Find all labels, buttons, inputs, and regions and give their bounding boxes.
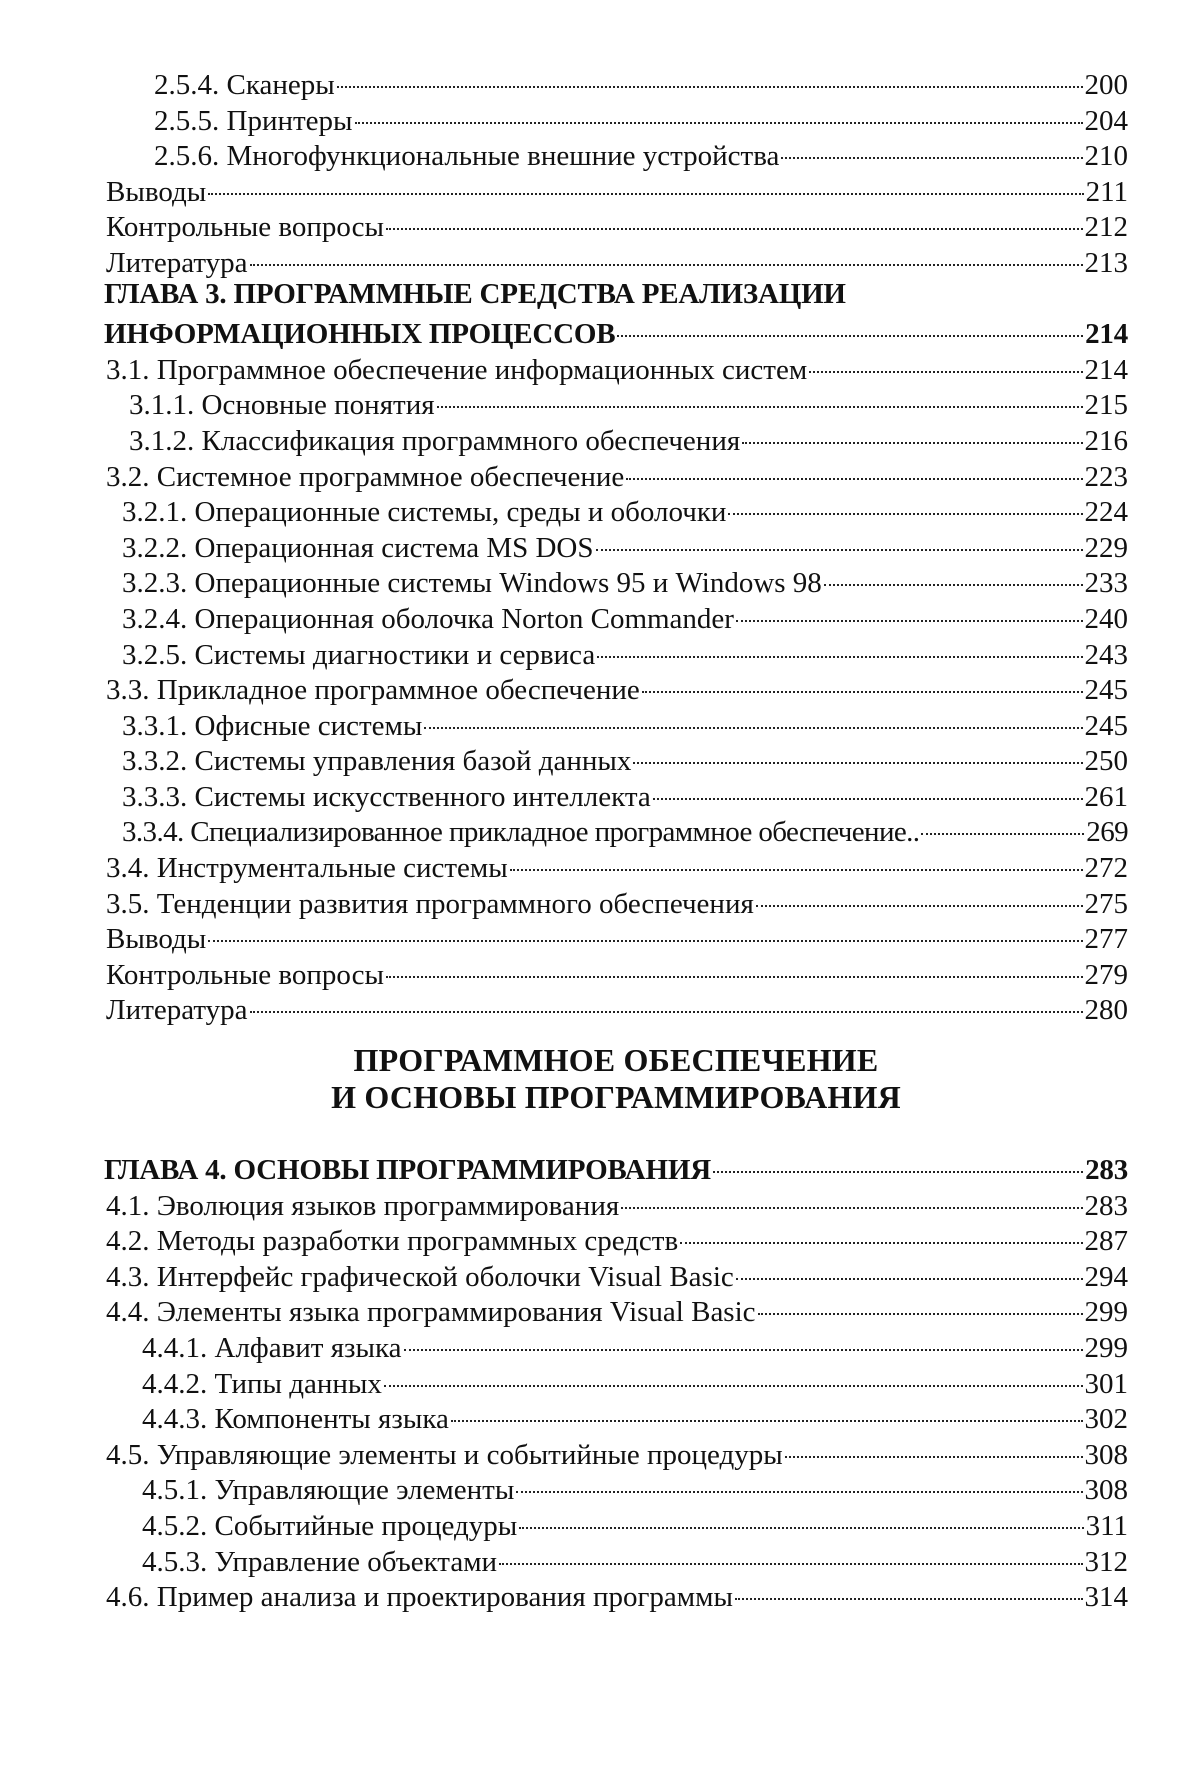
toc-entry-page-number: 213 bbox=[1084, 246, 1128, 279]
dot-leader bbox=[386, 947, 1083, 978]
dot-leader bbox=[384, 1356, 1083, 1387]
toc-entry-page-number: 200 bbox=[1084, 69, 1128, 101]
toc-entry-page-number: 214 bbox=[1084, 353, 1128, 386]
toc-entry-page-number: 216 bbox=[1084, 424, 1128, 457]
toc-entry-label: 3.3.1. Офисные системы bbox=[122, 709, 423, 742]
dot-leader bbox=[642, 662, 1083, 693]
toc-entry-label: 4.2. Методы разработки программных средств bbox=[106, 1225, 679, 1258]
toc-entry-label: 4.6. Пример анализа и проектирования программы bbox=[106, 1581, 733, 1614]
table-of-contents bbox=[104, 63, 1128, 1614]
toc-entry-page-number: 302 bbox=[1084, 1403, 1128, 1436]
dot-leader bbox=[355, 93, 1083, 124]
toc-entry-label: 3.3. Прикладное программное обеспечение bbox=[106, 674, 640, 707]
toc-entry-page-number: 240 bbox=[1084, 602, 1128, 635]
toc-entry[interactable] bbox=[104, 988, 1128, 1027]
toc-entry-page-number: 211 bbox=[1085, 175, 1128, 208]
toc-entry-label: 3.4. Инструментальные системы bbox=[106, 852, 508, 885]
toc-entry-label: 3.3.4. Специализированное прикладное программное обеспечение.. bbox=[122, 816, 920, 849]
toc-entry-label: Литература bbox=[106, 994, 248, 1027]
toc-entry-page-number: 311 bbox=[1085, 1509, 1128, 1542]
toc-entry-page-number: 279 bbox=[1084, 958, 1128, 991]
toc-entry-page-number: 294 bbox=[1084, 1260, 1128, 1293]
dot-leader bbox=[621, 1178, 1082, 1209]
toc-section-top bbox=[104, 63, 1128, 277]
toc-entry-label: 3.1.2. Классификация программного обеспечения bbox=[129, 424, 741, 457]
dot-leader bbox=[756, 876, 1083, 907]
toc-entry-page-number: 224 bbox=[1084, 496, 1128, 529]
dot-leader bbox=[626, 449, 1082, 480]
chapter-4-page-number: 283 bbox=[1085, 1154, 1128, 1187]
dot-leader bbox=[809, 342, 1082, 373]
toc-entry-page-number: 299 bbox=[1084, 1332, 1128, 1364]
toc-entry-label: 3.2.1. Операционные системы, среды и оболочки bbox=[122, 496, 727, 529]
dot-leader bbox=[633, 733, 1082, 764]
dot-leader bbox=[499, 1534, 1082, 1565]
dot-leader bbox=[337, 57, 1083, 88]
part-title-line-1: ПРОГРАММНОЕ ОБЕСПЕЧЕНИЕ bbox=[353, 1042, 879, 1079]
dot-leader bbox=[742, 413, 1082, 444]
toc-entry-page-number: 272 bbox=[1084, 852, 1128, 885]
toc-entry-label: 2.5.6. Многофункциональные внешние устройства bbox=[154, 140, 780, 173]
toc-entry-label: 3.2.5. Системы диагностики и сервиса bbox=[122, 638, 596, 671]
toc-entry-label: 3.2.4. Операционная оболочка Norton Commander bbox=[122, 602, 734, 635]
toc-entry-label: 4.1. Эволюция языков программирования bbox=[106, 1189, 620, 1222]
toc-entry-label: 3.1.1. Основные понятия bbox=[129, 389, 435, 422]
dot-leader bbox=[785, 1427, 1083, 1458]
toc-entry-label: 3.5. Тенденции развития программного обеспечения bbox=[106, 887, 754, 920]
part-title bbox=[104, 1042, 1128, 1116]
toc-entry-page-number: 287 bbox=[1084, 1225, 1128, 1258]
chapter-3-title-line-1: ГЛАВА 3. ПРОГРАММНЫЕ СРЕДСТВА РЕАЛИЗАЦИИ bbox=[104, 277, 846, 310]
toc-entry-page-number: 277 bbox=[1084, 923, 1128, 956]
toc-entry-page-number: 229 bbox=[1084, 531, 1128, 564]
toc-entry-page-number: 261 bbox=[1084, 780, 1128, 813]
dot-leader bbox=[713, 1142, 1083, 1173]
toc-entry-label: 4.5. Управляющие элементы и событийные процедуры bbox=[106, 1438, 783, 1471]
dot-leader bbox=[451, 1391, 1083, 1422]
dot-leader bbox=[208, 911, 1082, 942]
toc-entry-page-number: 233 bbox=[1084, 567, 1128, 600]
dot-leader bbox=[736, 1249, 1083, 1280]
dot-leader bbox=[404, 1320, 1083, 1351]
toc-entry-page-number: 275 bbox=[1084, 887, 1128, 920]
toc-entry[interactable] bbox=[104, 1575, 1128, 1614]
dot-leader bbox=[728, 484, 1082, 515]
dot-leader bbox=[519, 1498, 1083, 1529]
chapter-3-title-line-2: ИНФОРМАЦИОННЫХ ПРОЦЕССОВ bbox=[104, 318, 616, 351]
toc-entry-page-number: 250 bbox=[1084, 745, 1128, 778]
toc-entry-label: 4.4. Элементы языка программирования Visual Basic bbox=[106, 1296, 756, 1329]
dot-leader bbox=[424, 698, 1082, 729]
toc-entry-label: 4.4.2. Типы данных bbox=[142, 1367, 382, 1400]
toc-entry-label: 2.5.5. Принтеры bbox=[154, 104, 353, 137]
toc-entry-label: 4.4.3. Компоненты языка bbox=[142, 1403, 449, 1436]
toc-entry-label: Выводы bbox=[106, 175, 207, 208]
toc-entry-label: 2.5.4. Сканеры bbox=[154, 69, 335, 101]
chapter-4-title: ГЛАВА 4. ОСНОВЫ ПРОГРАММИРОВАНИЯ bbox=[104, 1154, 711, 1187]
toc-entry-page-number: 280 bbox=[1084, 994, 1128, 1027]
dot-leader bbox=[921, 804, 1084, 835]
dot-leader bbox=[437, 377, 1083, 408]
toc-entry-page-number: 314 bbox=[1084, 1581, 1128, 1614]
toc-entry-page-number: 301 bbox=[1084, 1367, 1128, 1400]
toc-entry-label: 4.3. Интерфейс графической оболочки Visual Basic bbox=[106, 1260, 734, 1293]
chapter-3-page-number: 214 bbox=[1085, 318, 1128, 351]
dot-leader bbox=[516, 1462, 1082, 1493]
toc-section-chapter-3 bbox=[104, 348, 1128, 1027]
toc-entry-label: 3.2. Системное программное обеспечение bbox=[106, 460, 625, 493]
toc-entry-page-number: 269 bbox=[1086, 816, 1128, 849]
toc-entry-page-number: 245 bbox=[1084, 674, 1128, 707]
dot-leader bbox=[617, 306, 1083, 337]
toc-entry-page-number: 245 bbox=[1084, 709, 1128, 742]
toc-entry-page-number: 312 bbox=[1084, 1545, 1128, 1578]
toc-entry-page-number: 243 bbox=[1084, 638, 1128, 671]
toc-entry-label: 3.3.3. Системы искусственного интеллекта bbox=[122, 780, 651, 813]
toc-entry-page-number: 299 bbox=[1084, 1296, 1128, 1329]
dot-leader bbox=[735, 1569, 1083, 1600]
dot-leader bbox=[781, 128, 1082, 159]
toc-entry-label: 4.4.1. Алфавит языка bbox=[142, 1332, 402, 1364]
dot-leader bbox=[510, 840, 1083, 871]
toc-entry-label: 3.2.3. Операционные системы Windows 95 и Windows 98 bbox=[122, 567, 822, 600]
dot-leader bbox=[758, 1284, 1083, 1315]
dot-leader bbox=[824, 555, 1083, 586]
toc-entry-label: 3.2.2. Операционная система MS DOS bbox=[122, 531, 594, 564]
dot-leader bbox=[653, 769, 1083, 800]
dot-leader bbox=[597, 627, 1082, 658]
dot-leader bbox=[596, 520, 1083, 551]
toc-section-chapter-4 bbox=[104, 1184, 1128, 1614]
toc-entry-label: 3.3.2. Системы управления базой данных bbox=[122, 745, 632, 778]
toc-entry-page-number: 212 bbox=[1084, 211, 1128, 244]
toc-entry-page-number: 308 bbox=[1084, 1438, 1128, 1471]
toc-entry-page-number: 204 bbox=[1084, 104, 1128, 137]
toc-entry-label: Выводы bbox=[106, 923, 207, 956]
toc-entry-label: 4.5.2. Событийные процедуры bbox=[142, 1509, 518, 1542]
toc-entry-page-number: 210 bbox=[1084, 140, 1128, 173]
toc-entry-page-number: 283 bbox=[1084, 1189, 1128, 1222]
toc-entry[interactable] bbox=[104, 241, 1128, 277]
toc-entry-page-number: 215 bbox=[1084, 389, 1128, 422]
toc-entry-label: Литература bbox=[106, 246, 248, 279]
toc-entry-page-number: 223 bbox=[1084, 460, 1128, 493]
toc-entry-label: 4.5.3. Управление объектами bbox=[142, 1545, 498, 1578]
dot-leader bbox=[250, 235, 1083, 266]
toc-entry-page-number: 308 bbox=[1084, 1474, 1128, 1507]
toc-entry-label: 4.5.1. Управляющие элементы bbox=[142, 1474, 515, 1507]
part-title-line-2: И ОСНОВЫ ПРОГРАММИРОВАНИЯ bbox=[331, 1079, 901, 1116]
dot-leader bbox=[680, 1213, 1082, 1244]
toc-entry-label: Контрольные вопросы bbox=[106, 211, 384, 244]
dot-leader bbox=[736, 591, 1083, 622]
toc-entry-label: Контрольные вопросы bbox=[106, 958, 384, 991]
dot-leader bbox=[250, 982, 1083, 1013]
dot-leader bbox=[208, 164, 1083, 195]
dot-leader bbox=[386, 199, 1083, 230]
toc-entry-label: 3.1. Программное обеспечение информационных систем bbox=[106, 353, 808, 386]
